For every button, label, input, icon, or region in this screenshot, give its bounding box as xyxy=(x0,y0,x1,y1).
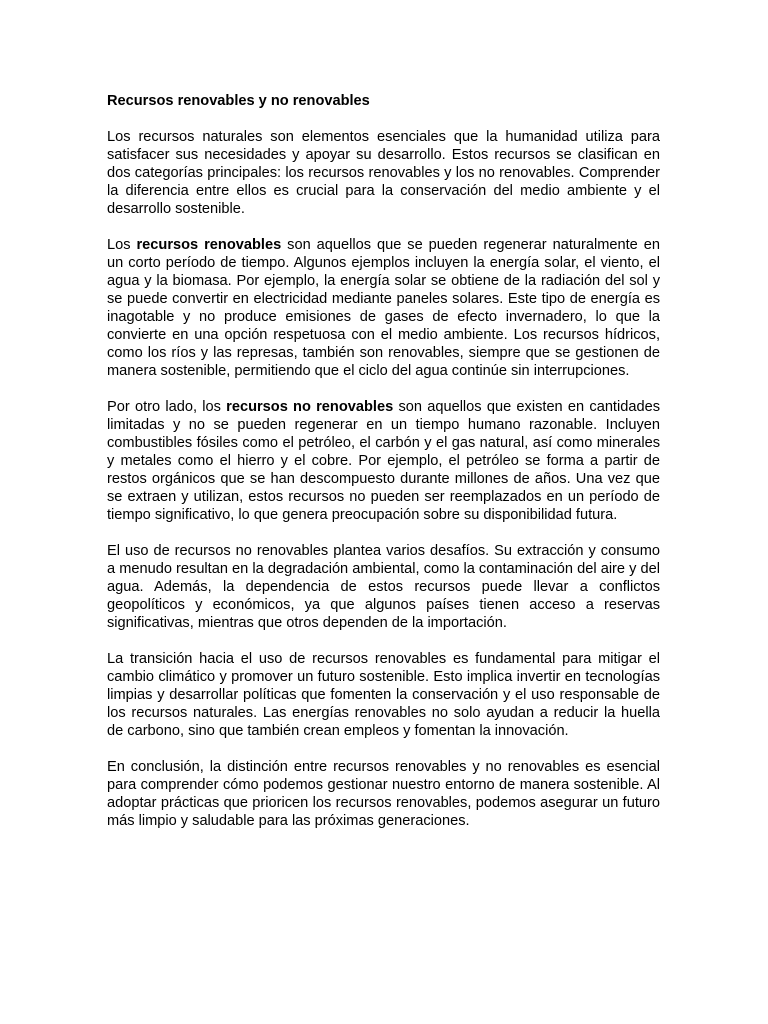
paragraph-renewable xyxy=(107,236,660,380)
paragraph-challenges: El uso de recursos no renovables plantea varios desafíos. Su extracción y consumo a menudo resultan en la degradación ambiental, como la contaminación del aire y del agua. Además, la dependencia de estos recursos puede llevar a conflictos geopolíticos y económicos, ya que algunos países tienen acceso a reservas significativas, mientras que otros dependen de la importación. xyxy=(107,543,660,631)
paragraph-conclusion: En conclusión, la distinción entre recursos renovables y no renovables es esencial para comprender cómo podemos gestionar nuestro entorno de manera sostenible. Al adoptar prácticas que prioricen los recursos renovables, podemos asegurar un futuro más limpio y saludable para las próximas generaciones. xyxy=(107,759,660,829)
document-page xyxy=(107,92,660,848)
paragraph-nonrenewable-pre: Por otro lado, los xyxy=(107,399,227,415)
paragraph-renewable-body: son aquellos que se pueden regenerar naturalmente en un corto período de tiempo. Algunos ejemplos incluyen la energía solar, el viento, el agua y la biomasa. Por ejemplo, la energía solar se obtiene de la radiación del sol y se puede convertir en electricidad mediante paneles solares. Este tipo de energía es inagotable y no produce emisiones de gases de efecto invernadero, lo que la convierte en una opción respetuosa con el medio ambiente. Los recursos hídricos, como los ríos y las represas, también son renovables, siempre que se gestionen de manera sostenible, permitiendo que el ciclo del agua continúe sin interrupciones. xyxy=(107,237,660,379)
paragraph-intro: Los recursos naturales son elementos esenciales que la humanidad utiliza para satisfacer sus necesidades y apoyar su desarrollo. Estos recursos se clasifican en dos categorías principales: los recursos renovables y los no renovables. Comprender la diferencia entre ellos es crucial para la conservación del medio ambiente y el desarrollo sostenible. xyxy=(107,129,660,217)
paragraph-nonrenewable xyxy=(107,398,660,524)
paragraph-renewable-pre: Los xyxy=(107,237,137,253)
paragraph-renewable-term: recursos renovables xyxy=(136,237,282,253)
document-title: Recursos renovables y no renovables xyxy=(107,93,370,109)
paragraph-transition: La transición hacia el uso de recursos renovables es fundamental para mitigar el cambio climático y promover un futuro sostenible. Esto implica invertir en tecnologías limpias y desarrollar políticas que fomenten la conservación y el uso responsable de los recursos naturales. Las energías renovables no solo ayudan a reducir la huella de carbono, sino que también crean empleos y fomentan la innovación. xyxy=(107,651,660,739)
paragraph-nonrenewable-term: recursos no renovables xyxy=(226,399,394,415)
paragraph-nonrenewable-body: son aquellos que existen en cantidades limitadas y no se pueden regenerar en un tiempo humano razonable. Incluyen combustibles fósiles como el petróleo, el carbón y el gas natural, así como minerales y metales como el hierro y el cobre. Por ejemplo, el petróleo se forma a partir de restos orgánicos que se han descompuesto durante millones de años. Una vez que se extraen y utilizan, estos recursos no pueden ser reemplazados en un período de tiempo significativo, lo que genera preocupación sobre su disponibilidad futura. xyxy=(107,399,660,523)
